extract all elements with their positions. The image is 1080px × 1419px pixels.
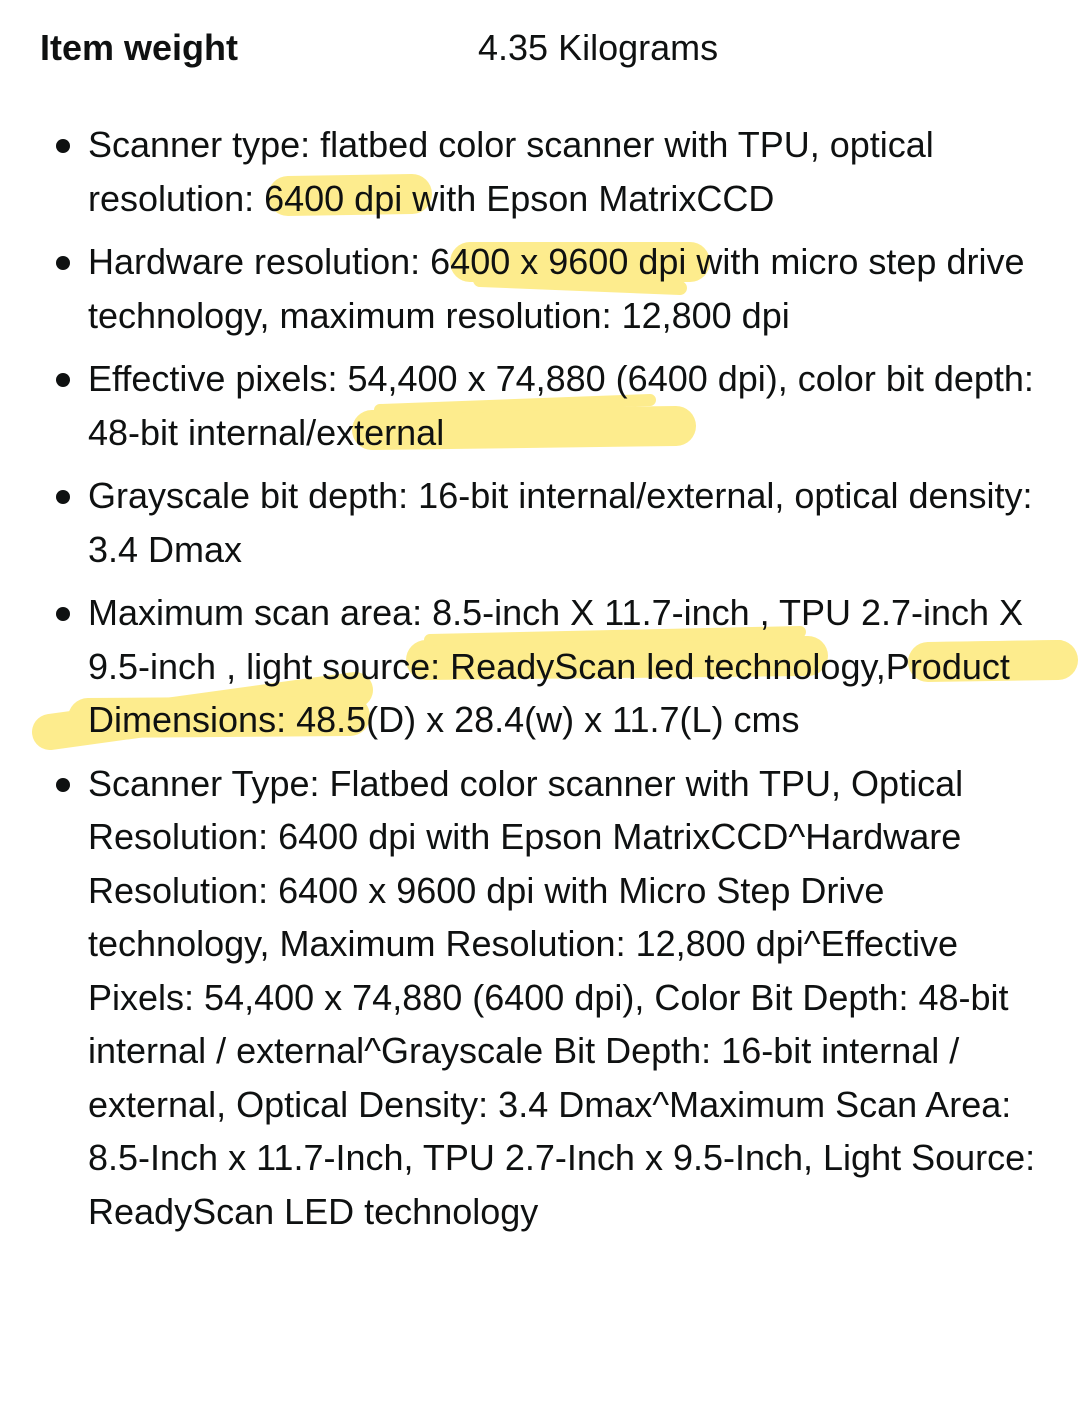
list-item xyxy=(0,118,1080,225)
bullet-icon xyxy=(56,256,70,270)
list-item xyxy=(0,352,1080,459)
bullet-text: Maximum scan area: 8.5-inch X 11.7-inch , TPU 2.7-inch X 9.5-inch , light source: ReadyScan led technology,Product Dimensions: 48.5(D) x 28.4(w) x 11.7(L) cms xyxy=(88,592,1024,740)
bullet-icon xyxy=(56,778,70,792)
bullet-icon xyxy=(56,607,70,621)
bullet-icon xyxy=(56,139,70,153)
bullet-icon xyxy=(56,490,70,504)
bullet-text: Grayscale bit depth: 16-bit internal/external, optical density: 3.4 Dmax xyxy=(88,475,1033,570)
bullet-text: Scanner type: flatbed color scanner with TPU, optical resolution: 6400 dpi with Epson MatrixCCD xyxy=(88,124,934,219)
item-weight-value: 4.35 Kilograms xyxy=(478,27,719,68)
list-item xyxy=(0,586,1080,747)
feature-bullet-list xyxy=(0,118,1080,1248)
bullet-text: Scanner Type: Flatbed color scanner with TPU, Optical Resolution: 6400 dpi with Epson MatrixCCD^Hardware Resolution: 6400 x 9600 dpi with Micro Step Drive technology, Maximum Resolution: 12,800 dpi^Effective Pixels: 54,400 x 74,880 (6400 dpi), Color Bit Depth: 48-bit internal / external^Grayscale Bit Depth: 16-bit internal / external, Optical Density: 3.4 Dmax^Maximum Scan Area: 8.5-Inch x 11.7-Inch, TPU 2.7-Inch x 9.5-Inch, Light Source: ReadyScan LED technology xyxy=(88,762,1036,1232)
list-item xyxy=(0,757,1080,1239)
item-weight-label: Item weight xyxy=(40,27,239,68)
bullet-icon xyxy=(56,373,70,387)
list-item xyxy=(0,469,1080,576)
bullet-text: Effective pixels: 54,400 x 74,880 (6400 dpi), color bit depth: 48-bit internal/external xyxy=(88,358,1034,453)
item-weight-row xyxy=(40,24,1040,74)
bullet-text: Hardware resolution: 6400 x 9600 dpi with micro step drive technology, maximum resolution: 12,800 dpi xyxy=(88,241,1025,336)
list-item xyxy=(0,235,1080,342)
